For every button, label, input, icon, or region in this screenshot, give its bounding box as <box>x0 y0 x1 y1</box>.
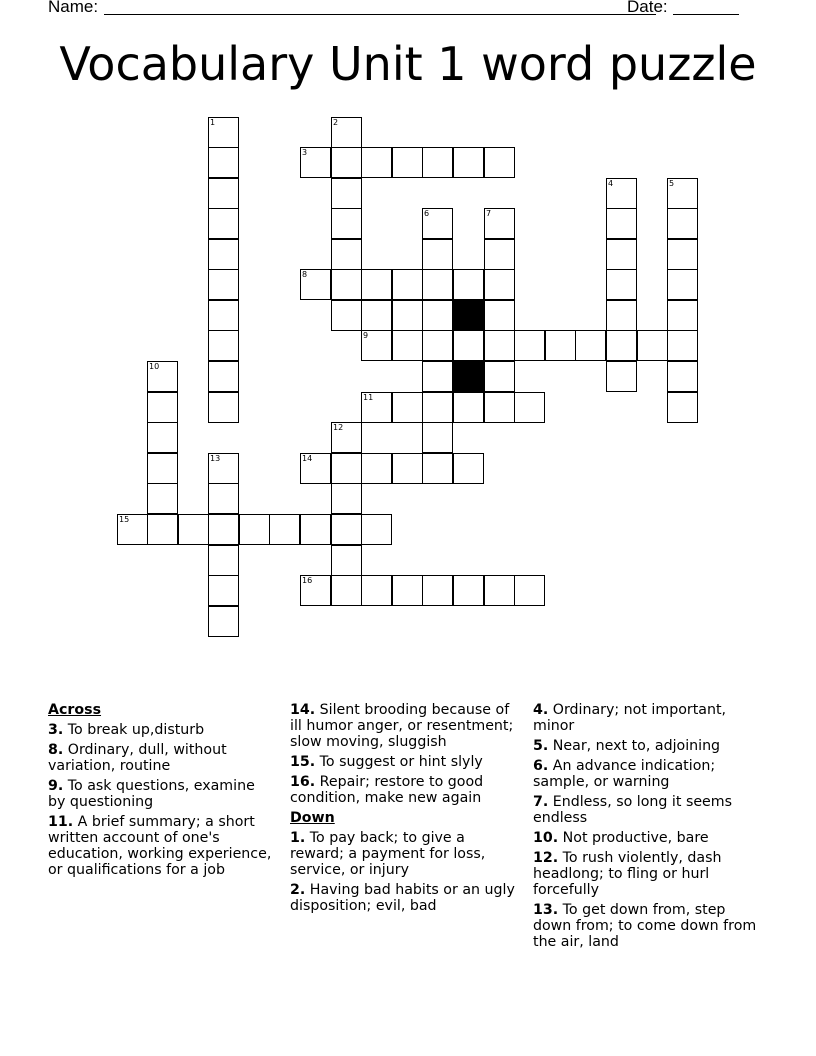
clue-number: 3. <box>48 722 64 738</box>
clues-column-2 <box>290 702 515 918</box>
crossword-cell[interactable] <box>606 330 637 361</box>
crossword-cell[interactable] <box>208 117 239 148</box>
clue-number-label: 3 <box>302 148 308 157</box>
clue-text: To suggest or hint slyly <box>319 754 483 770</box>
clue-across-8 <box>48 742 273 774</box>
crossword-cell[interactable] <box>392 269 423 300</box>
crossword-cell[interactable] <box>331 269 362 300</box>
crossword-cell[interactable] <box>361 453 392 484</box>
crossword-cell[interactable] <box>239 514 270 545</box>
crossword-cell[interactable] <box>667 300 698 331</box>
crossword-cell[interactable] <box>300 147 331 178</box>
crossword-cell[interactable] <box>453 147 484 178</box>
crossword-cell[interactable] <box>606 269 637 300</box>
clues-column-3 <box>533 702 758 954</box>
crossword-cell[interactable] <box>331 575 362 606</box>
clue-number: 4. <box>533 702 549 718</box>
crossword-cell[interactable] <box>422 208 453 239</box>
crossword-cell[interactable] <box>331 300 362 331</box>
crossword-cell[interactable] <box>300 575 331 606</box>
crossword-cell[interactable] <box>331 117 362 148</box>
clue-number-label: 15 <box>119 515 130 524</box>
crossword-cell[interactable] <box>147 422 178 453</box>
crossword-cell[interactable] <box>453 330 484 361</box>
crossword-cell[interactable] <box>392 330 423 361</box>
crossword-cell[interactable] <box>208 330 239 361</box>
crossword-cell[interactable] <box>147 483 178 514</box>
crossword-cell[interactable] <box>545 330 576 361</box>
clue-text: To get down from, step down from; to come down from the air, land <box>533 902 757 950</box>
clue-down-1 <box>290 830 515 878</box>
clue-text: To rush violently, dash headlong; to fling or hurl forcefully <box>533 850 722 898</box>
clue-text: Repair; restore to good condition, make new again <box>290 774 484 806</box>
clue-number: 2. <box>290 882 306 898</box>
crossword-cell[interactable] <box>331 483 362 514</box>
crossword-cell[interactable] <box>606 300 637 331</box>
clue-number-label: 16 <box>302 576 313 585</box>
clue-number-label: 5 <box>669 179 675 188</box>
crossword-cell[interactable] <box>361 269 392 300</box>
crossword-cell[interactable] <box>453 453 484 484</box>
clue-down-4 <box>533 702 758 734</box>
clue-down-5 <box>533 738 758 754</box>
clue-number: 10. <box>533 830 559 846</box>
crossword-cell[interactable] <box>361 392 392 423</box>
crossword-cell[interactable] <box>331 545 362 576</box>
crossword-cell[interactable] <box>117 514 148 545</box>
crossword-cell[interactable] <box>269 514 300 545</box>
clue-number: 1. <box>290 830 306 846</box>
clue-down-7 <box>533 794 758 826</box>
crossword-cell[interactable] <box>484 361 515 392</box>
crossword-cell[interactable] <box>606 239 637 270</box>
crossword-cell[interactable] <box>300 514 331 545</box>
clue-text: To ask questions, examine by questioning <box>48 778 255 810</box>
across-heading: Across <box>48 702 102 718</box>
clue-number-label: 14 <box>302 454 313 463</box>
crossword-cell[interactable] <box>392 147 423 178</box>
crossword-cell[interactable] <box>361 514 392 545</box>
clue-number-label: 1 <box>210 118 216 127</box>
crossword-cell[interactable] <box>453 392 484 423</box>
crossword-cell[interactable] <box>331 239 362 270</box>
clue-number: 12. <box>533 850 559 866</box>
crossword-black-cell <box>453 361 484 392</box>
crossword-cell[interactable] <box>606 208 637 239</box>
clue-number: 7. <box>533 794 549 810</box>
crossword-cell[interactable] <box>484 300 515 331</box>
clue-number: 14. <box>290 702 316 718</box>
crossword-cell[interactable] <box>422 361 453 392</box>
down-heading: Down <box>290 810 335 826</box>
crossword-cell[interactable] <box>422 147 453 178</box>
clues-column-1 <box>48 702 273 882</box>
clue-across-16 <box>290 774 515 806</box>
crossword-cell[interactable] <box>300 269 331 300</box>
clue-text: Endless, so long it seems endless <box>533 794 733 826</box>
clue-number: 5. <box>533 738 549 754</box>
clue-text: Not productive, bare <box>562 830 709 846</box>
crossword-cell[interactable] <box>484 269 515 300</box>
clue-down-13 <box>533 902 758 950</box>
crossword-cell[interactable] <box>484 330 515 361</box>
clue-number-label: 6 <box>424 209 430 218</box>
crossword-cell[interactable] <box>208 300 239 331</box>
crossword-cell[interactable] <box>453 269 484 300</box>
clue-number-label: 4 <box>608 179 614 188</box>
clue-across-14 <box>290 702 515 750</box>
crossword-cell[interactable] <box>484 392 515 423</box>
clue-number: 15. <box>290 754 316 770</box>
clue-down-10 <box>533 830 758 846</box>
crossword-cell[interactable] <box>667 208 698 239</box>
clue-across-11 <box>48 814 273 878</box>
clue-text: Having bad habits or an ugly disposition; evil, bad <box>290 882 515 914</box>
crossword-cell[interactable] <box>331 178 362 209</box>
crossword-cell[interactable] <box>147 453 178 484</box>
clue-number: 16. <box>290 774 316 790</box>
clue-number-label: 9 <box>363 331 369 340</box>
crossword-cell[interactable] <box>514 330 545 361</box>
clue-number-label: 2 <box>333 118 339 127</box>
crossword-cell[interactable] <box>208 575 239 606</box>
crossword-cell[interactable] <box>208 208 239 239</box>
crossword-black-cell <box>453 300 484 331</box>
crossword-cell[interactable] <box>331 453 362 484</box>
clue-number-label: 8 <box>302 270 308 279</box>
crossword-cell[interactable] <box>422 330 453 361</box>
crossword-cell[interactable] <box>361 575 392 606</box>
crossword-cell[interactable] <box>331 147 362 178</box>
crossword-cell[interactable] <box>422 422 453 453</box>
clue-text: A brief summary; a short written account of one's education, working experience, or qualifications for a job <box>48 814 272 878</box>
clue-text: Silent brooding because of ill humor anger, or resentment; slow moving, sluggish <box>290 702 514 750</box>
crossword-cell[interactable] <box>422 453 453 484</box>
crossword-cell[interactable] <box>147 514 178 545</box>
crossword-cell[interactable] <box>667 330 698 361</box>
crossword-cell[interactable] <box>208 483 239 514</box>
name-label: Name: <box>48 0 99 16</box>
crossword-cell[interactable] <box>422 300 453 331</box>
crossword-cell[interactable] <box>208 269 239 300</box>
crossword-cell[interactable] <box>208 239 239 270</box>
crossword-cell[interactable] <box>667 178 698 209</box>
date-label: Date: <box>627 0 668 16</box>
clue-number: 8. <box>48 742 64 758</box>
crossword-cell[interactable] <box>178 514 209 545</box>
crossword-cell[interactable] <box>208 606 239 637</box>
crossword-cell[interactable] <box>606 361 637 392</box>
crossword-cell[interactable] <box>208 545 239 576</box>
clue-number: 13. <box>533 902 559 918</box>
crossword-cell[interactable] <box>667 269 698 300</box>
crossword-cell[interactable] <box>147 361 178 392</box>
crossword-cell[interactable] <box>667 361 698 392</box>
crossword-cell[interactable] <box>147 392 178 423</box>
clue-number-label: 7 <box>486 209 492 218</box>
clue-down-12 <box>533 850 758 898</box>
crossword-cell[interactable] <box>361 300 392 331</box>
clue-number-label: 12 <box>333 423 344 432</box>
clue-text: Ordinary, dull, without variation, routine <box>48 742 227 774</box>
clue-number: 6. <box>533 758 549 774</box>
crossword-cell[interactable] <box>484 208 515 239</box>
crossword-cell[interactable] <box>208 453 239 484</box>
puzzle-title: Vocabulary Unit 1 word puzzle <box>59 37 757 91</box>
crossword-cell[interactable] <box>453 575 484 606</box>
crossword-cell[interactable] <box>392 575 423 606</box>
crossword-cell[interactable] <box>667 239 698 270</box>
crossword-cell[interactable] <box>484 575 515 606</box>
crossword-cell[interactable] <box>208 514 239 545</box>
clue-text: To break up,disturb <box>67 722 205 738</box>
clue-down-6 <box>533 758 758 790</box>
crossword-cell[interactable] <box>422 575 453 606</box>
crossword-cell[interactable] <box>300 453 331 484</box>
crossword-cell[interactable] <box>514 392 545 423</box>
crossword-cell[interactable] <box>484 147 515 178</box>
clue-text: Ordinary; not important, minor <box>533 702 727 734</box>
crossword-cell[interactable] <box>422 392 453 423</box>
crossword-cell[interactable] <box>208 178 239 209</box>
crossword-cell[interactable] <box>392 392 423 423</box>
clue-number-label: 10 <box>149 362 160 371</box>
crossword-cell[interactable] <box>667 392 698 423</box>
clue-across-15 <box>290 754 515 770</box>
crossword-cell[interactable] <box>392 300 423 331</box>
clue-text: An advance indication; sample, or warning <box>533 758 716 790</box>
crossword-cell[interactable] <box>331 422 362 453</box>
crossword-cell[interactable] <box>575 330 606 361</box>
clue-number-label: 11 <box>363 393 374 402</box>
crossword-cell[interactable] <box>422 269 453 300</box>
clue-text: Near, next to, adjoining <box>552 738 721 754</box>
clue-across-9 <box>48 778 273 810</box>
clue-text: To pay back; to give a reward; a payment for loss, service, or injury <box>290 830 486 878</box>
crossword-cell[interactable] <box>606 178 637 209</box>
crossword-cell[interactable] <box>208 147 239 178</box>
clue-number-label: 13 <box>210 454 221 463</box>
crossword-cell[interactable] <box>331 208 362 239</box>
crossword-cell[interactable] <box>361 330 392 361</box>
crossword-cell[interactable] <box>331 514 362 545</box>
crossword-cell[interactable] <box>208 392 239 423</box>
crossword-cell[interactable] <box>422 239 453 270</box>
crossword-cell[interactable] <box>637 330 668 361</box>
crossword-cell[interactable] <box>392 453 423 484</box>
crossword-cell[interactable] <box>484 239 515 270</box>
clue-number: 9. <box>48 778 64 794</box>
clue-down-2 <box>290 882 515 914</box>
crossword-cell[interactable] <box>361 147 392 178</box>
clue-across-3 <box>48 722 273 738</box>
crossword-cell[interactable] <box>208 361 239 392</box>
crossword-cell[interactable] <box>514 575 545 606</box>
clue-number: 11. <box>48 814 74 830</box>
